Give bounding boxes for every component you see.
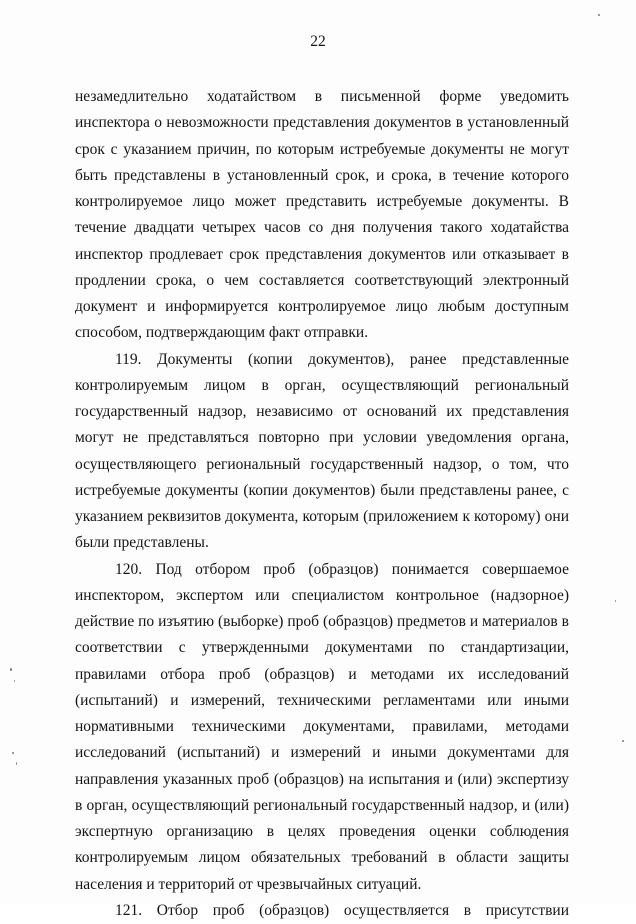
scan-speck [598,14,600,16]
document-body [75,84,569,924]
scan-speck [615,600,616,602]
paragraph-120: 120. Под отбором проб (образцов) понимается совершаемое инспектором, экспертом или специалистом контрольное (надзорное) действие по изъятию (выборке) проб (образцов) предметов и материалов в соответствии с утвержденными документами по стандартизации, правилами отбора проб (образцов) и методами их исследований (испытаний) и измерений, техническими регламентами или иными нормативными техническими документами, правилами, методами исследований (испытаний) и измерений и иными документами для направления указанных проб (образцов) на испытания и (или) экспертизу в орган, осуществляющий региональный государственный надзор, и (или) экспертную организацию в целях проведения оценки соблюдения контролируемым лицом обязательных требований в области защиты населения и территорий от чрезвычайных ситуаций. [75,560,569,893]
scan-speck [14,680,15,682]
paragraph-121: 121. Отбор проб (образцов) осуществляется в присутствии [115,901,569,919]
scan-speck [10,668,12,671]
paragraph-119: 119. Документы (копии документов), ранее представленные контролируемым лицом в орган, осуществляющий региональный государственный надзор, независимо от оснований их представления могут не представляться повторно при условии уведомления органа, осуществляющего региональный государственный надзор, о том, что истребуемые документы (копии документов) были представлены ранее, с указанием реквизитов документа, которым (приложением к которому) они были представлены. [75,350,569,552]
scan-speck [622,740,624,742]
scan-speck [16,762,17,765]
page-number: 22 [310,33,326,50]
paragraph-118-continuation: незамедлительно ходатайством в письменной форме уведомить инспектора о невозможности представления документов в установленный срок с указанием причин, по которым истребуемые документы не могут быть представлены в установленный срок, и срока, в течение которого контролируемое лицо может представить истребуемые документы. В течение двадцати четырех часов со дня получения такого ходатайства инспектор продлевает срок представления документов или отказывает в продлении срока, о чем составляется соответствующий электронный документ и информируется контролируемое лицо любым доступным способом, подтверждающим факт отправки. [75,88,569,342]
scan-speck [12,752,14,754]
